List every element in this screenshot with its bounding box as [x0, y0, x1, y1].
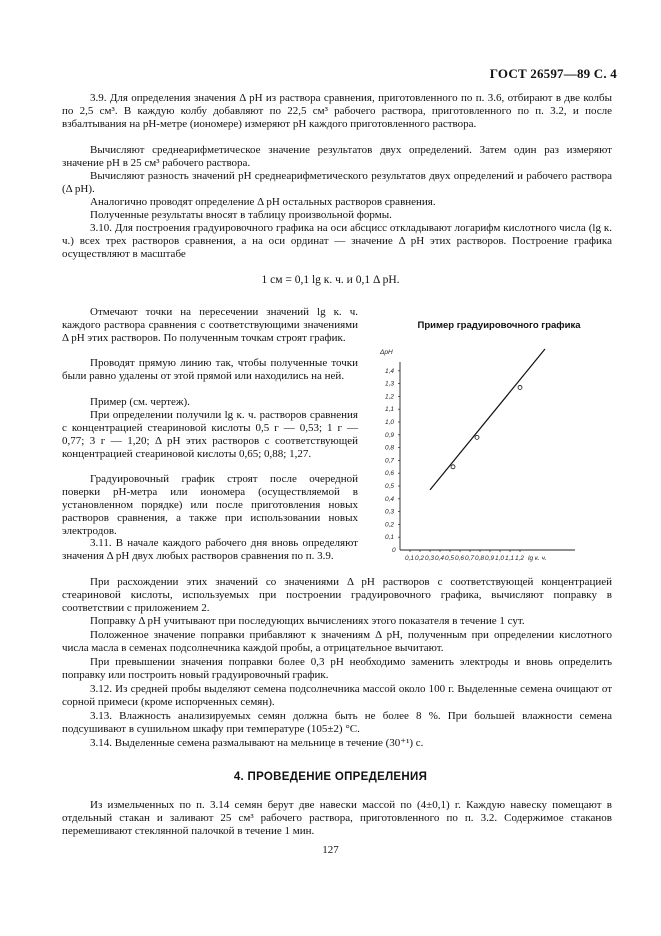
section-heading: 4. ПРОВЕДЕНИЕ ОПРЕДЕЛЕНИЯ — [233, 771, 428, 783]
y-tick-label: 1,2 — [385, 393, 395, 401]
para-calibration: Градуировочный график строят после очередной поверки pH-метра или иономера (осуществляемой в установленном порядке) или после приготовления новых растворов сравнения, а также при использовании новых электродов. — [62, 473, 358, 537]
y-tick-label: 0,2 — [385, 521, 395, 529]
scale-formula: 1 см = 0,1 lg к. ч. и 0,1 Δ pH. — [261, 274, 400, 286]
x-tick-label: 0,9 — [485, 555, 495, 562]
fit-line — [430, 349, 545, 490]
y-tick-label: 1,3 — [385, 380, 395, 388]
data-point — [475, 435, 479, 439]
para-3-14: 3.14. Выделенные семена размалывают на мельнице в течение (30⁺¹) с. — [90, 737, 424, 749]
x-tick-label: 0,2 — [415, 555, 425, 562]
y-tick-label: 0,9 — [385, 431, 395, 439]
para-correction: Поправку Δ pH учитывают при последующих вычислениях этого показателя в течение 1 сут. — [90, 615, 525, 627]
y-axis-label: ΔpH — [380, 349, 393, 356]
para-obtained: При определении получили lg к. ч. растворов сравнения с концентрацией стеариновой кислоты 0,5 г — 0,53; 1 г — 0,77; 3 г — 1,20; Δ pH этих растворов с соответствующей концентрацией стеариновой кислоты 0,65; 0,88; 1,27. — [62, 409, 358, 460]
page-header: ГОСТ 26597—89 С. 4 — [489, 66, 617, 81]
y-tick-label: 0,7 — [385, 457, 395, 465]
para-example: Пример (см. чертеж). — [90, 396, 190, 408]
data-point — [451, 465, 455, 469]
para-mark-points: Отмечают точки на пересечении значений lg к. ч. каждого раствора сравнения с соответствующими значениями Δ pH этих растворов. По полученным точкам строят график. — [62, 306, 358, 344]
x-tick-label: 0,7 — [465, 555, 475, 562]
chart-title: Пример градуировочного графика — [417, 320, 581, 331]
x-tick-label: 0,6 — [455, 555, 465, 562]
y-tick-label: 0,4 — [385, 495, 395, 503]
y-tick-label: 1,1 — [385, 406, 395, 414]
para-discrepancy: При расхождении этих значений со значениями Δ pH растворов с соответствующей концентрацией стеариновой кислоты, используемых при построении градуировочного графика, вычисляют поправку в соответствии с приложением 2. — [62, 576, 612, 614]
para-draw-line: Проводят прямую линию так, чтобы полученные точки были равно удалены от этой прямой или находились на ней. — [62, 357, 358, 382]
x-tick-label: 0,1 — [405, 555, 415, 562]
x-axis-label: lg к. ч. — [528, 555, 547, 562]
x-tick-label: 1,1 — [505, 555, 515, 562]
y-tick-label: 0,5 — [385, 483, 395, 490]
para-3-13: 3.13. Влажность анализируемых семян должна быть не более 8 %. При большей влажности семена подсушивают в сушильном шкафу при температуре (105±2) °C. — [62, 710, 612, 735]
calibration-chart — [374, 332, 614, 572]
y-tick-label: 0,6 — [385, 470, 395, 478]
para-exceed: При превышении значения поправки более 0,3 pH необходимо заменить электроды и вновь определить поправку или построить новый градуировочный график. — [62, 656, 612, 681]
para-section4: Из измельченных по п. 3.14 семян берут две навески массой по (4±0,1) г. Каждую навеску помещают в отдельный стакан и заливают 25 см³ рабочего раствора, приготовленного по п. 3.2. Содержимое стаканов перемешивают стеклянной палочкой в течение 1 мин. — [62, 799, 612, 837]
para-3-9: 3.9. Для определения значения Δ pH из раствора сравнения, приготовленного по п. 3.6, отбирают в две колбы по 2,5 см³. В каждую колбу добавляют по 22,5 см³ рабочего раствора, приготовленного по п. 3.2, и после взбалтывания на pH-метре (иономере) измеряют pH каждого приготовленного раствора. — [62, 92, 612, 130]
x-tick-label: 0,3 — [425, 555, 435, 562]
para-3-11: 3.11. В начале каждого рабочего дня вновь определяют значения Δ pH двух любых растворов сравнения по п. 3.9. — [62, 537, 358, 562]
para-results: Полученные результаты вносят в таблицу произвольной формы. — [90, 209, 392, 221]
origin-label: 0 — [392, 547, 396, 554]
y-tick-label: 0,3 — [385, 508, 395, 516]
x-tick-label: 1,2 — [515, 555, 525, 562]
para-average: Вычисляют среднеарифметическое значение результатов двух определений. Затем один раз измеряют значение pH в 25 см³ рабочего раствора. — [62, 144, 612, 169]
para-difference: Вычисляют разность значений pH среднеарифметического результатов двух определений и рабочего раствора (Δ pH). — [62, 170, 612, 195]
x-tick-label: 0,4 — [435, 555, 445, 562]
para-positive: Положенное значение поправки прибавляют к значениям Δ pH, полученным при определении кислотного числа масла в семенах подсолнечника каждой пробы, а отрицательное вычитают. — [62, 629, 612, 654]
y-tick-label: 1,0 — [385, 419, 395, 426]
y-tick-label: 0,8 — [385, 444, 395, 452]
data-point — [518, 385, 522, 389]
x-tick-label: 1,0 — [495, 555, 505, 562]
x-tick-label: 0,8 — [475, 555, 485, 562]
para-analogous: Аналогично проводят определение Δ pH остальных растворов сравнения. — [90, 196, 436, 208]
page-number: 127 — [322, 844, 339, 856]
para-3-12: 3.12. Из средней пробы выделяют семена подсолнечника массой около 100 г. Выделенные семена очищают от сорной примеси (кроме испорченных семян). — [62, 683, 612, 708]
x-tick-label: 0,5 — [445, 555, 455, 562]
y-tick-label: 0,1 — [385, 534, 395, 542]
para-3-10: 3.10. Для построения градуировочного графика на оси абсцисс откладывают логарифм кислотного числа (lg к. ч.) всех трех растворов сравнения, а на оси ординат — значение Δ pH этих растворов. Построение графика осуществляют в масштабе — [62, 222, 612, 260]
y-tick-label: 1,4 — [385, 367, 395, 375]
